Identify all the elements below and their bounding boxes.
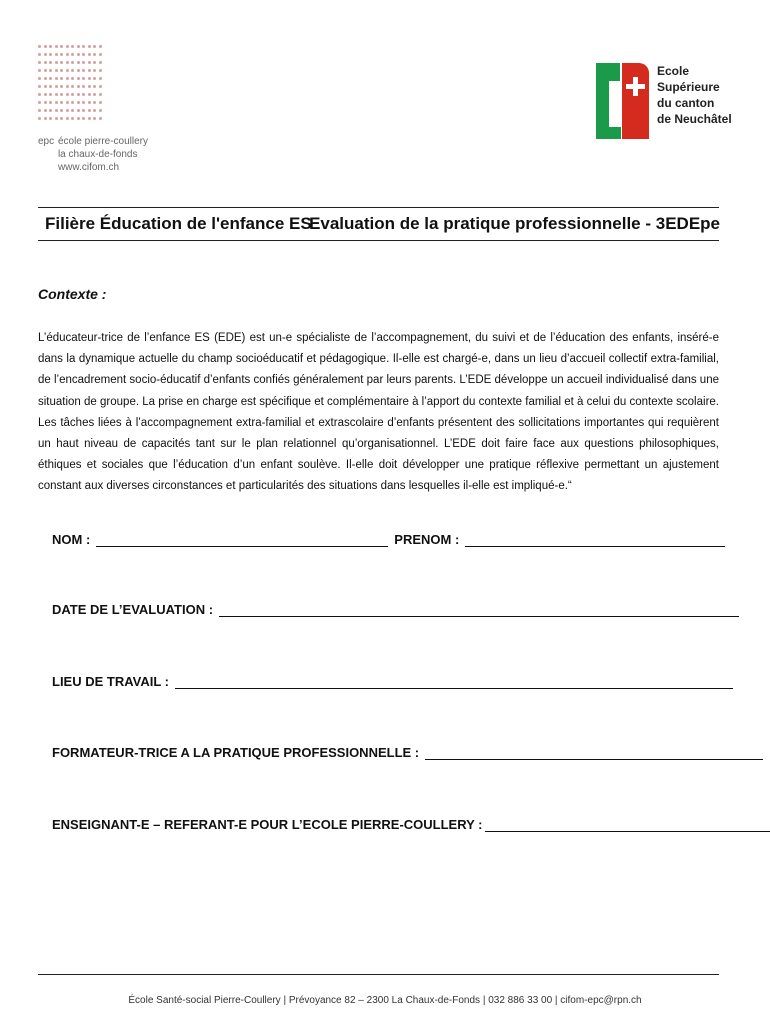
document-title: Evaluation de la pratique professionnelle - 3EDEpe: [309, 214, 720, 233]
epc-dot: [49, 77, 52, 80]
epc-dot: [44, 77, 47, 80]
epc-dot: [66, 77, 69, 80]
lieu-label: LIEU DE TRAVAIL :: [52, 674, 169, 689]
epc-website: www.cifom.ch: [57, 162, 120, 173]
nom-label: NOM :: [52, 532, 91, 547]
epc-dot: [93, 69, 96, 72]
epc-dot: [60, 93, 63, 96]
epc-dot: [38, 101, 41, 104]
epc-dot: [77, 101, 80, 104]
epc-school-name: école pierre-coullery: [57, 136, 148, 147]
epc-dot: [60, 69, 63, 72]
lieu-row: [52, 674, 733, 689]
epc-dot: [71, 109, 74, 112]
epc-dot: [99, 117, 102, 120]
enseignant-row: [52, 817, 770, 832]
epc-dot: [99, 69, 102, 72]
epc-dot: [93, 109, 96, 112]
epc-dot: [99, 93, 102, 96]
epc-dot: [71, 45, 74, 48]
es-logo-line-1: Ecole: [657, 64, 690, 78]
epc-dot: [88, 53, 91, 56]
epc-dot: [93, 93, 96, 96]
epc-dot: [88, 45, 91, 48]
epc-dot-pattern: [38, 45, 148, 121]
formateur-field[interactable]: [425, 747, 763, 760]
epc-dot: [44, 69, 47, 72]
epc-dot: [82, 45, 85, 48]
context-title: Contexte :: [38, 286, 107, 302]
es-logo-line-3: du canton: [657, 96, 715, 110]
epc-dot: [93, 77, 96, 80]
epc-dot: [88, 101, 91, 104]
epc-dot: [49, 109, 52, 112]
epc-dot: [66, 93, 69, 96]
epc-dot: [38, 45, 41, 48]
epc-dot: [38, 117, 41, 120]
epc-dot: [55, 69, 58, 72]
epc-dot: [66, 53, 69, 56]
epc-dot: [77, 53, 80, 56]
epc-dot: [66, 85, 69, 88]
epc-dot: [44, 101, 47, 104]
epc-dot: [71, 101, 74, 104]
neuchatel-flag-icon: [596, 63, 651, 141]
epc-dot: [77, 61, 80, 64]
epc-dot: [49, 85, 52, 88]
epc-dot: [60, 101, 63, 104]
epc-city: la chaux-de-fonds: [57, 149, 138, 160]
epc-dot: [82, 61, 85, 64]
epc-dot: [38, 85, 41, 88]
epc-dot: [71, 53, 74, 56]
epc-dot: [93, 53, 96, 56]
epc-dot: [55, 61, 58, 64]
epc-dot: [60, 61, 63, 64]
epc-dot: [44, 93, 47, 96]
epc-dot: [55, 85, 58, 88]
epc-dot: [60, 77, 63, 80]
epc-dot: [55, 93, 58, 96]
epc-dot: [55, 45, 58, 48]
epc-dot: [88, 61, 91, 64]
epc-dot: [82, 53, 85, 56]
epc-dot: [60, 85, 63, 88]
formateur-row: [52, 745, 763, 760]
epc-dot: [82, 109, 85, 112]
epc-dot: [88, 69, 91, 72]
date-row: [52, 602, 739, 617]
epc-dot: [82, 93, 85, 96]
epc-dot: [49, 93, 52, 96]
epc-dot: [88, 117, 91, 120]
epc-dot: [71, 69, 74, 72]
epc-dot: [38, 93, 41, 96]
epc-abbr: epc: [38, 136, 55, 147]
epc-dot: [77, 109, 80, 112]
epc-dot: [44, 109, 47, 112]
epc-dot: [49, 61, 52, 64]
epc-dot: [99, 61, 102, 64]
epc-dot: [66, 117, 69, 120]
epc-dot: [49, 45, 52, 48]
epc-dot: [99, 109, 102, 112]
epc-dot: [99, 77, 102, 80]
swiss-cross-icon: [626, 77, 645, 96]
epc-dot: [55, 53, 58, 56]
epc-dot: [82, 69, 85, 72]
date-field[interactable]: [219, 604, 739, 617]
epc-dot: [77, 69, 80, 72]
epc-dot: [60, 53, 63, 56]
epc-dot: [93, 85, 96, 88]
epc-dot: [93, 101, 96, 104]
epc-dot: [55, 117, 58, 120]
es-neuchatel-logo: [596, 63, 732, 141]
enseignant-label: ENSEIGNANT-E – REFERANT-E POUR L’ECOLE PIERRE-COULLERY :: [52, 817, 483, 832]
epc-dot: [82, 101, 85, 104]
epc-dot: [38, 61, 41, 64]
epc-dot: [93, 117, 96, 120]
epc-dot: [38, 69, 41, 72]
epc-dot: [49, 117, 52, 120]
epc-dot: [88, 77, 91, 80]
footer-address: École Santé-social Pierre-Coullery | Prévoyance 82 – 2300 La Chaux-de-Fonds | 032 886 33 00 | cifom-epc@rpn.ch: [128, 995, 642, 1006]
epc-dot: [49, 69, 52, 72]
epc-dot: [49, 53, 52, 56]
context-body: L’éducateur-trice de l’enfance ES (EDE) est un-e spécialiste de l’accompagnement, du suivi et de l’éducation des enfants, inséré-e dans la dynamique actuelle du champ socioéducatif et pédagogique. Il-elle est chargé-e, dans un lieu d’accueil collectif extra-familial, de l’encadrement socio-éducatif d’enfants confiés généralement par leurs parents. L’EDE développe un accueil individualisé dans une situation de groupe. La prise en charge est spécifique et complémentaire à l’apport du contexte familial et à celui du contexte scolaire. Les tâches liées à l’accompagnement extra-familial et extrascolaire d’enfants présentent des sollicitations importantes qui requièrent un haut niveau de capacités tant sur le plan relationnel qu’organisationnel. L’EDE doit faire face aux questions philosophiques, éthiques et sociales que l’éducation d’un enfant soulève. Il-elle doit développer une pratique réflexive permettant un ajustement constant aux diverses circonstances et particularités des situations dans lesquelles il-elle est impliqué-e.“: [38, 332, 719, 493]
epc-dot: [38, 77, 41, 80]
nom-field[interactable]: [96, 534, 388, 547]
header-rule-top: [38, 207, 719, 208]
epc-logo: [38, 45, 148, 174]
epc-dot: [71, 85, 74, 88]
formateur-label: FORMATEUR-TRICE A LA PRATIQUE PROFESSIONNELLE :: [52, 745, 420, 760]
epc-dot: [38, 53, 41, 56]
epc-dot: [66, 101, 69, 104]
epc-dot: [60, 117, 63, 120]
epc-dot: [66, 109, 69, 112]
name-row: [52, 532, 725, 547]
epc-dot: [60, 45, 63, 48]
epc-dot: [60, 109, 63, 112]
program-title: Filière Éducation de l'enfance ES: [45, 214, 312, 233]
epc-dot: [82, 85, 85, 88]
epc-dot: [77, 85, 80, 88]
epc-dot: [71, 93, 74, 96]
epc-dot: [77, 117, 80, 120]
footer-rule: [38, 974, 719, 975]
es-logo-line-4: de Neuchâtel: [657, 112, 732, 126]
epc-dot: [55, 77, 58, 80]
epc-dot: [77, 45, 80, 48]
epc-dot: [88, 85, 91, 88]
epc-dot: [99, 85, 102, 88]
epc-dot: [66, 45, 69, 48]
epc-dot: [44, 45, 47, 48]
prenom-label: PRENOM :: [394, 532, 460, 547]
es-logo-line-2: Supérieure: [657, 80, 720, 94]
epc-dot: [44, 53, 47, 56]
epc-dot: [99, 53, 102, 56]
epc-dot: [93, 61, 96, 64]
header-rule-bottom: [38, 240, 719, 241]
epc-dot: [71, 61, 74, 64]
epc-dot: [99, 101, 102, 104]
epc-dot: [71, 117, 74, 120]
date-label: DATE DE L’EVALUATION :: [52, 602, 214, 617]
epc-dot: [44, 117, 47, 120]
epc-dot: [55, 109, 58, 112]
epc-dot: [44, 85, 47, 88]
lieu-field[interactable]: [175, 676, 733, 689]
epc-dot: [49, 101, 52, 104]
epc-dot: [93, 45, 96, 48]
epc-dot: [38, 109, 41, 112]
epc-dot: [99, 45, 102, 48]
epc-dot: [82, 117, 85, 120]
epc-dot: [82, 77, 85, 80]
epc-dot: [66, 69, 69, 72]
prenom-field[interactable]: [465, 534, 725, 547]
epc-dot: [55, 101, 58, 104]
enseignant-field[interactable]: [485, 819, 770, 832]
epc-dot: [44, 61, 47, 64]
epc-dot: [66, 61, 69, 64]
epc-dot: [88, 93, 91, 96]
epc-dot: [77, 93, 80, 96]
epc-dot: [71, 77, 74, 80]
epc-dot: [88, 109, 91, 112]
epc-dot: [77, 77, 80, 80]
